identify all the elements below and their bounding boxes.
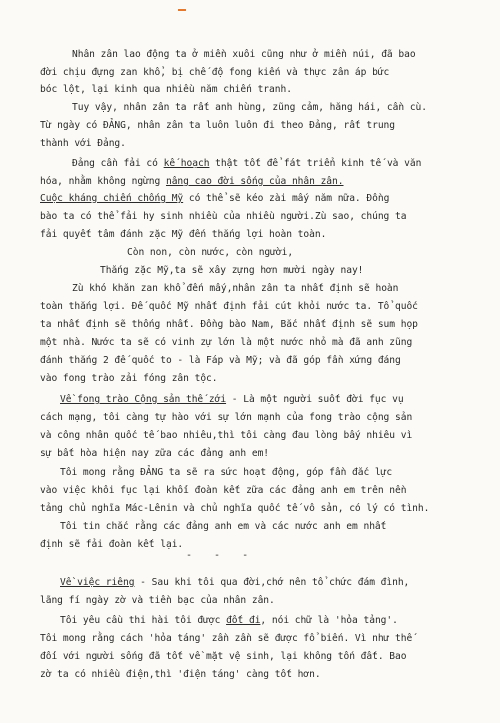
text-line: Tôi mong rằng cách 'hỏa táng' zần zần sẽ được fổ biến. Vì như thế — [40, 633, 413, 644]
underlined-phrase: Về việc riêng — [60, 577, 135, 588]
text-line: Về fong trào Cộng sản thế zới - Là một người suốt đời fục vụ — [60, 394, 404, 405]
text-line: Còn non, còn nước, còn người, — [127, 247, 294, 258]
text-line: sự bất hòa hiện nay zữa các đảng anh em! — [40, 448, 270, 459]
top-margin-mark — [178, 9, 186, 11]
section-separator: - - - — [186, 550, 257, 561]
text-line: Nhân zân lao động ta ở miền xuôi cũng như ở miền núi, đã bao — [72, 49, 416, 60]
text-line: định sẽ fải đoàn kết lại. — [40, 539, 184, 550]
text-line: thành với Đảng. — [40, 138, 126, 149]
text-line: Về việc riêng - Sau khi tôi qua đời,chớ nên tổ chức đám đình, — [60, 577, 410, 588]
underlined-phrase: nâng cao đời sống của nhân zân. — [165, 176, 344, 187]
text-line: vào fong trào zải fóng zân tộc. — [40, 373, 218, 384]
text-line: Tuy vậy, nhân zân ta rất anh hùng, zũng cảm, hăng hái, cần cù. — [72, 102, 428, 113]
text-line: Thắng zặc Mỹ,ta sẽ xây zựng hơn mười ngày nay! — [100, 265, 364, 276]
text-line: ta nhất định sẽ thống nhất. Đồng bào Nam, Bắc nhất định sẽ sum họp — [40, 319, 418, 330]
text-line: lãng fí ngày zờ và tiền bạc của nhân zân. — [40, 595, 275, 606]
text-line: toàn thắng lợi. Đế quốc Mỹ nhất định fải cút khỏi nước ta. Tổ quốc — [40, 301, 418, 312]
underlined-phrase: Về fong trào Cộng sản thế zới — [60, 394, 227, 405]
underlined-phrase: đốt đi — [226, 615, 261, 626]
text-line: hóa, nhằm không ngừng nâng cao đời sống của nhân zân. — [40, 176, 344, 187]
text-line: Zù khó khăn zan khổ đến mấy,nhân zân ta nhất định sẽ hoàn — [72, 283, 399, 294]
text-line: và công nhân quốc tế bao nhiêu,thì tôi càng đau lòng bấy nhiêu vì — [40, 430, 413, 441]
text-line: fải quyết tâm đánh zặc Mỹ đến thắng lợi hoàn toàn. — [40, 229, 327, 240]
text-line: bóc lột, lại kinh qua nhiều năm chiến tranh. — [40, 84, 292, 95]
underlined-phrase: Cuộc kháng chiến chống Mỹ — [40, 193, 184, 204]
text-line: zờ ta có nhiều điện,thì 'điện táng' càng tốt hơn. — [40, 669, 321, 680]
text-line: Đảng cần fải có kế hoạch thật tốt để fát triển kinh tế và văn — [72, 158, 422, 169]
text-line: bào ta có thể fải hy sinh nhiều của nhiều người.Zù sao, chúng ta — [40, 211, 407, 222]
text-line: vào việc khôi fục lại khối đoàn kết zữa các đảng anh em trên nền — [40, 485, 407, 496]
text-line: Tôi tin chắc rằng các đảng anh em và các nước anh em nhất — [60, 521, 387, 532]
text-line: đời chịu đựng zan khổ, bị chế độ fong kiến và thực zân áp bức — [40, 67, 390, 78]
text-line: Tôi mong rằng ĐẢNG ta sẽ ra sức hoạt động, góp fần đắc lực — [60, 467, 393, 478]
text-line: đối với người sống đã tốt về mặt vệ sinh, lại không tốn đất. Bao — [40, 651, 407, 662]
text-line: Tôi yêu cầu thi hài tôi được đốt đi, nói chữ là 'hỏa tảng'. — [60, 615, 398, 626]
text-line: một nhà. Nước ta sẽ có vinh zự lớn là một nước nhỏ mà đã anh zũng — [40, 337, 413, 348]
underlined-phrase: kế hoạch — [163, 158, 210, 169]
text-line: Từ ngày có ĐẢNG, nhân zân ta luôn luôn đi theo Đảng, rất trung — [40, 120, 396, 131]
text-line: đánh thắng 2 đế quốc to - là Fáp và Mỹ; và đã góp fần xứng đáng — [40, 355, 401, 366]
text-line: cách mạng, tôi càng tự hào với sự lớn mạnh của fong trào cộng sản — [40, 412, 413, 423]
text-line: Cuộc kháng chiến chống Mỹ có thể sẽ kéo zài mấy năm nữa. Đồng — [40, 193, 390, 204]
text-line: tảng chủ nghĩa Mác-Lênin và chủ nghĩa quốc tế vô sản, có lý có tình. — [40, 503, 430, 514]
